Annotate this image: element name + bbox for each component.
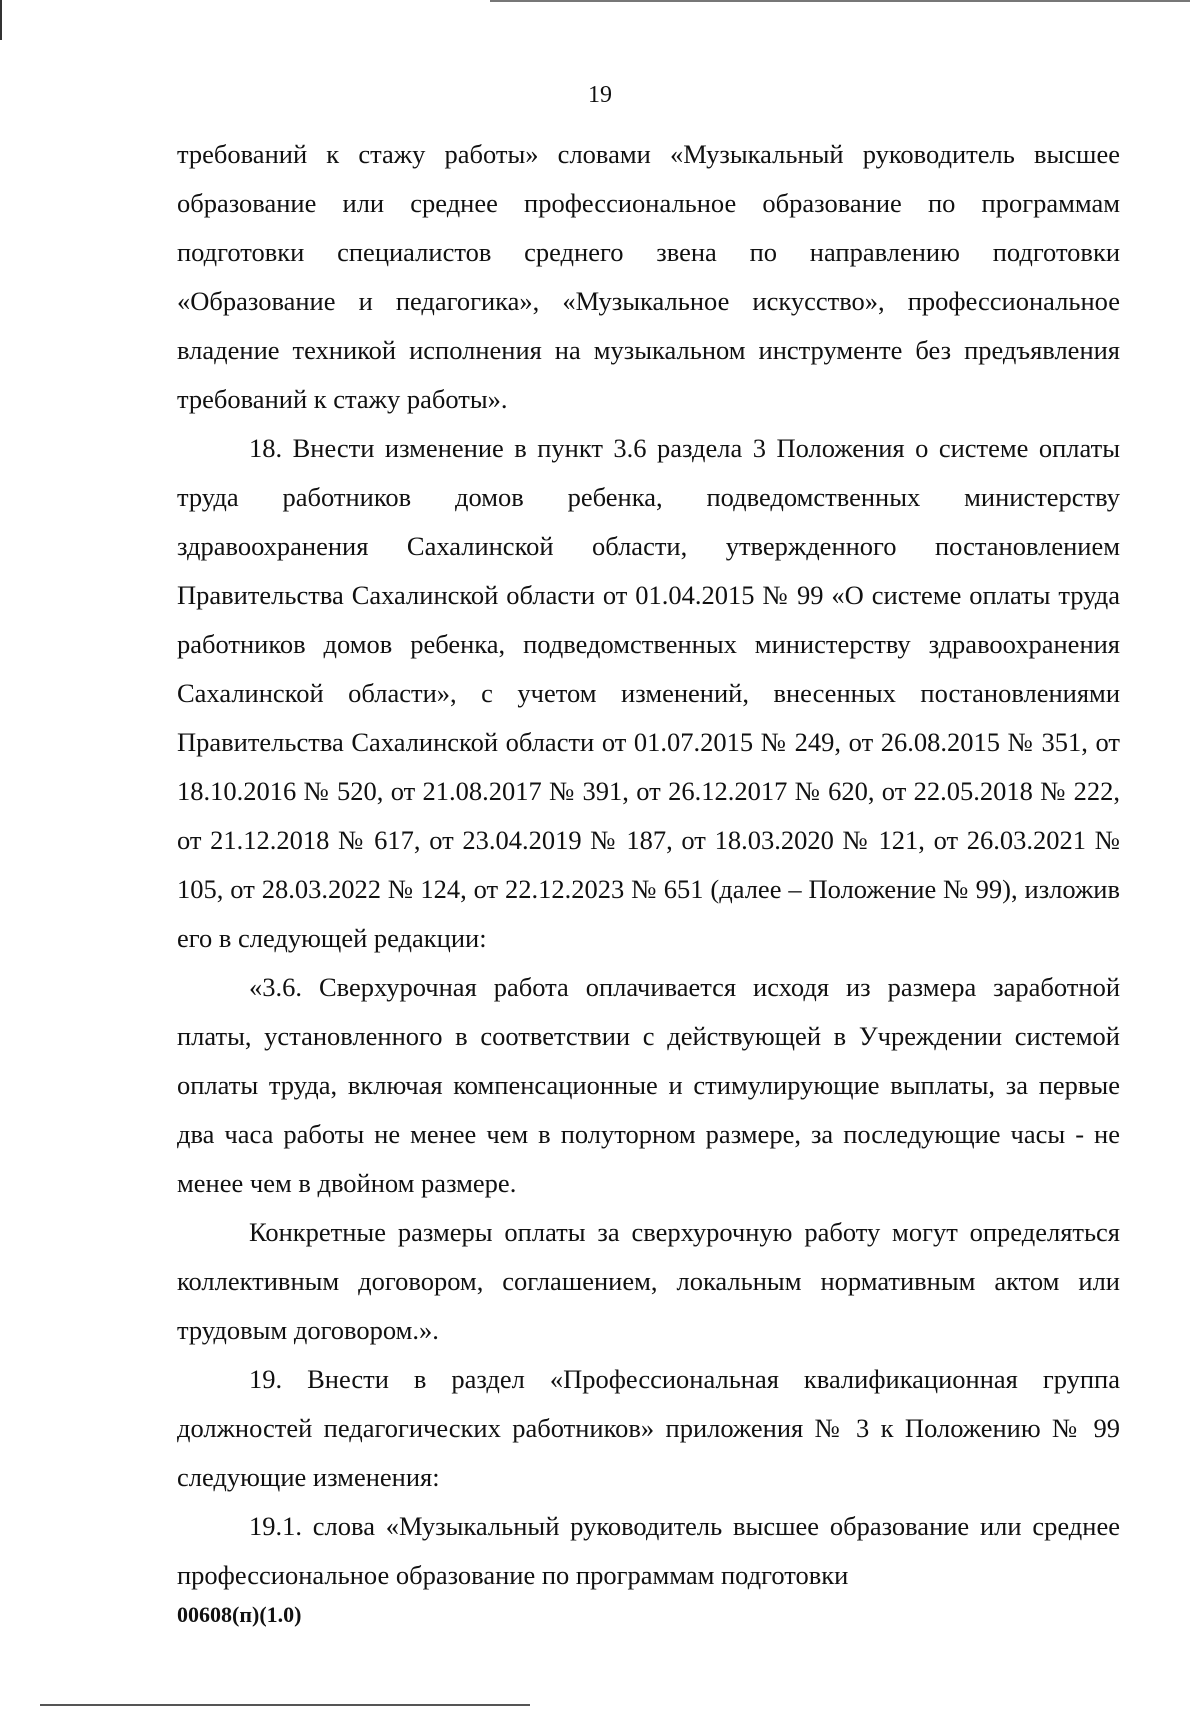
scan-edge-line-bottom — [40, 1704, 530, 1706]
paragraph-item-19-1: 19.1. слова «Музыкальный руководитель высшее образование или среднее профессиональное образование по программам подготовки — [177, 1511, 1120, 1590]
scan-edge-mark-left — [0, 0, 2, 40]
paragraph-item-3-6: «3.6. Сверхурочная работа оплачивается исходя из размера заработной платы, установленного в соответствии с действующей в Учреждении системой оплаты труда, включая компенсационные и стимулирующие выплаты, за первые два часа работы не менее чем в полуторном размере, за последующие часы - не менее чем в двойном размере. — [177, 972, 1120, 1198]
paragraph-item-18: 18. Внести изменение в пункт 3.6 раздела 3 Положения о системе оплаты труда работников домов ребенка, подведомственных министерству здравоохранения Сахалинской области, утвержденного постановлением Правительства Сахалинской области от 01.04.2015 № 99 «О системе оплаты труда работников домов ребенка, подведомственных министерству здравоохранения Сахалинской области», с учетом изменений, внесенных постановлениями Правительства Сахалинской области от 01.07.2015 № 249, от 26.08.2015 № 351, от 18.10.2016 № 520, от 21.08.2017 № 391, от 26.12.2017 № 620, от 22.05.2018 № 222, от 21.12.2018 № 617, от 23.04.2019 № 187, от 18.03.2020 № 121, от 26.03.2021 № 105, от 28.03.2022 № 124, от 22.12.2023 № 651 (далее – Положение № 99), изложив его в следующей редакции: — [177, 433, 1120, 953]
paragraph-continuation: требований к стажу работы» словами «Музыкальный руководитель высшее образование или среднее профессиональное образование по программам подготовки специалистов среднего звена по направлению подготовки «Образование и педагогика», «Музыкальное искусство», профессиональное владение техникой исполнения на музыкальном инструменте без предъявления требований к стажу работы». — [177, 139, 1120, 414]
document-code: 00608(п)(1.0) — [177, 1602, 302, 1627]
paragraph-overtime-sizes: Конкретные размеры оплаты за сверхурочную работу могут определяться коллективным договором, соглашением, локальным нормативным актом или трудовым договором.». — [177, 1217, 1120, 1345]
scan-edge-line-top — [490, 0, 1190, 2]
document-body — [177, 130, 1120, 1600]
paragraph-item-19: 19. Внести в раздел «Профессиональная квалификационная группа должностей педагогических работников» приложения № 3 к Положению № 99 следующие изменения: — [177, 1364, 1120, 1492]
page-number: 19 — [588, 82, 612, 108]
